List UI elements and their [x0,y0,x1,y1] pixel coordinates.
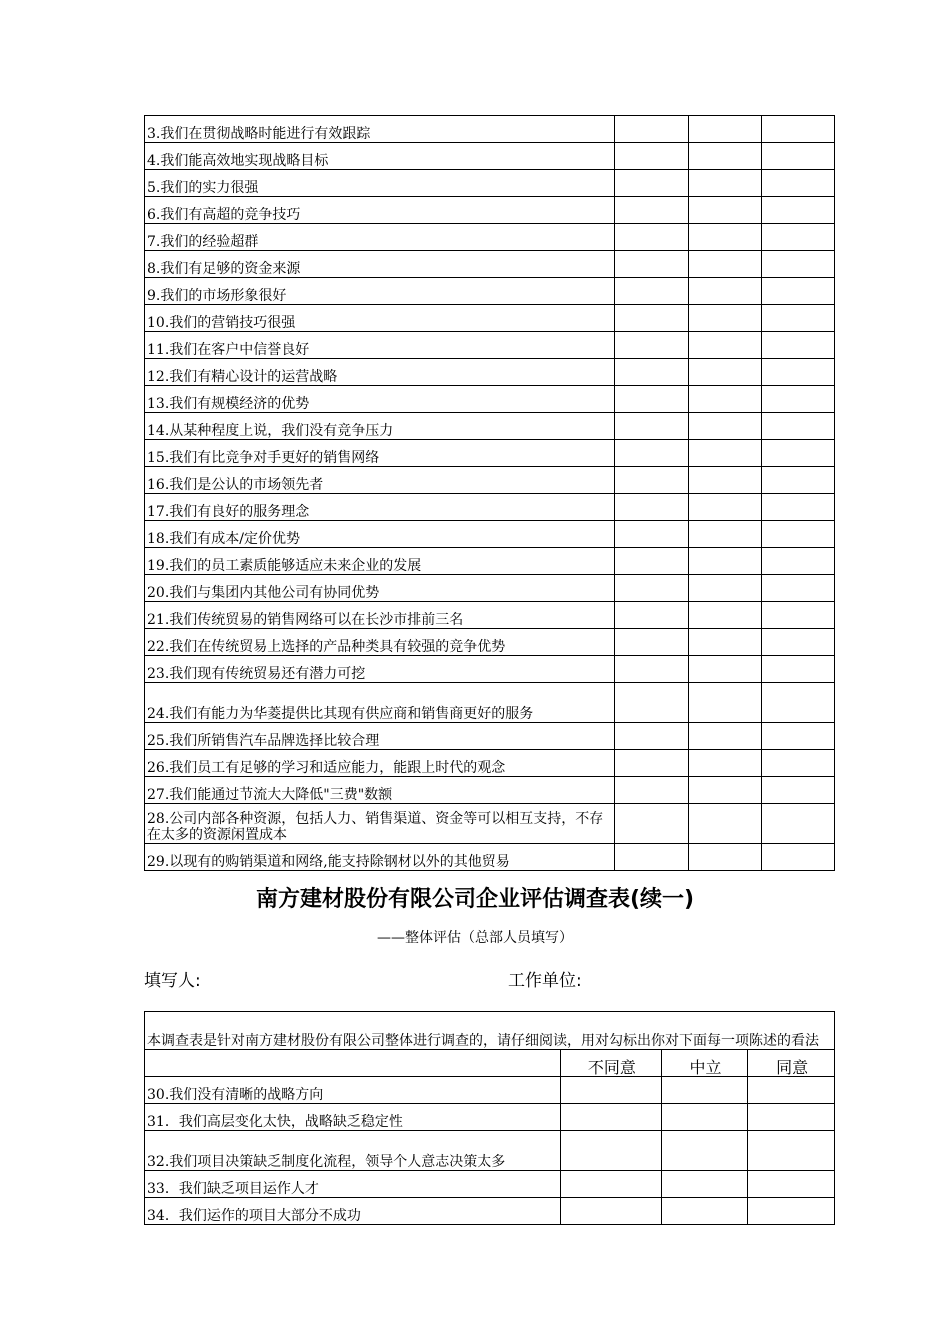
table-row [145,305,835,332]
rating-checkbox-cell[interactable] [761,750,834,777]
rating-checkbox-cell[interactable] [688,170,761,197]
rating-checkbox-cell[interactable] [615,170,688,197]
statement-cell: 4.我们能高效地实现战略目标 [145,143,615,170]
rating-checkbox-cell[interactable] [615,143,688,170]
rating-checkbox-cell[interactable] [761,224,834,251]
rating-checkbox-cell[interactable] [615,116,688,143]
rating-checkbox-cell[interactable] [688,804,761,844]
rating-checkbox-cell[interactable] [761,332,834,359]
rating-checkbox-cell[interactable] [688,332,761,359]
rating-checkbox-cell[interactable] [615,548,688,575]
rating-checkbox-cell[interactable] [761,305,834,332]
rating-checkbox-cell[interactable] [761,467,834,494]
rating-checkbox-cell[interactable] [761,548,834,575]
statement-cell: 7.我们的经验超群 [145,224,615,251]
rating-checkbox-cell[interactable] [761,116,834,143]
statement-cell: 21.我们传统贸易的销售网络可以在长沙市排前三名 [145,602,615,629]
statement-cell: 9.我们的市场形象很好 [145,278,615,305]
rating-checkbox-cell[interactable] [688,305,761,332]
rating-checkbox-cell[interactable] [615,521,688,548]
table-row [145,844,835,871]
rating-checkbox-cell[interactable] [748,1104,835,1131]
table-row [145,777,835,804]
rating-checkbox-cell[interactable] [761,413,834,440]
rating-checkbox-cell[interactable] [615,602,688,629]
table-row [145,1131,835,1171]
rating-checkbox-cell[interactable] [661,1131,748,1171]
rating-checkbox-cell[interactable] [748,1171,835,1198]
rating-checkbox-cell[interactable] [761,386,834,413]
rating-checkbox-cell[interactable] [761,521,834,548]
statement-cell: 22.我们在传统贸易上选择的产品种类具有较强的竞争优势 [145,629,615,656]
rating-checkbox-cell[interactable] [661,1104,748,1131]
rating-checkbox-cell[interactable] [615,723,688,750]
rating-checkbox-cell[interactable] [688,494,761,521]
rating-checkbox-cell[interactable] [615,467,688,494]
rating-checkbox-cell[interactable] [688,602,761,629]
section-subtitle: ——整体评估（总部人员填写） [377,930,573,946]
rating-checkbox-cell[interactable] [688,386,761,413]
rating-checkbox-cell[interactable] [688,521,761,548]
table-row [145,494,835,521]
statement-cell: 19.我们的员工素质能够适应未来企业的发展 [145,548,615,575]
rating-checkbox-cell[interactable] [615,494,688,521]
table-row [145,332,835,359]
header-neutral: 中立 [661,1050,748,1077]
statement-cell: 27.我们能通过节流大大降低"三费"数额 [145,777,615,804]
rating-checkbox-cell[interactable] [688,750,761,777]
rating-checkbox-cell[interactable] [688,440,761,467]
statement-cell: 5.我们的实力很强 [145,170,615,197]
rating-checkbox-cell[interactable] [615,440,688,467]
rating-checkbox-cell[interactable] [561,1104,662,1131]
table-row [145,521,835,548]
statement-cell: 3.我们在贯彻战略时能进行有效跟踪 [145,116,615,143]
rating-checkbox-cell[interactable] [615,197,688,224]
rating-checkbox-cell[interactable] [615,278,688,305]
rating-checkbox-cell[interactable] [615,844,688,871]
table-row [145,1077,835,1104]
rating-checkbox-cell[interactable] [615,804,688,844]
table-row [145,656,835,683]
statement-cell: 13.我们有规模经济的优势 [145,386,615,413]
table-row [145,575,835,602]
rating-checkbox-cell[interactable] [615,386,688,413]
statement-cell: 8.我们有足够的资金来源 [145,251,615,278]
rating-checkbox-cell[interactable] [688,777,761,804]
rating-checkbox-cell[interactable] [615,332,688,359]
rating-checkbox-cell[interactable] [761,777,834,804]
header-disagree: 不同意 [561,1050,662,1077]
statement-cell: 20.我们与集团内其他公司有协同优势 [145,575,615,602]
rating-checkbox-cell[interactable] [761,494,834,521]
rating-checkbox-cell[interactable] [748,1198,835,1225]
rating-checkbox-cell[interactable] [615,629,688,656]
rating-checkbox-cell[interactable] [615,683,688,723]
table-row [145,251,835,278]
rating-checkbox-cell[interactable] [688,575,761,602]
table-row [145,197,835,224]
rating-checkbox-cell[interactable] [615,656,688,683]
statement-cell: 31．我们高层变化太快，战略缺乏稳定性 [145,1104,561,1131]
table-row [145,170,835,197]
statement-cell: 32.我们项目决策缺乏制度化流程，领导个人意志决策太多 [145,1131,561,1171]
rating-checkbox-cell[interactable] [661,1198,748,1225]
rating-checkbox-cell[interactable] [761,170,834,197]
rating-checkbox-cell[interactable] [761,143,834,170]
statement-cell: 15.我们有比竞争对手更好的销售网络 [145,440,615,467]
rating-checkbox-cell[interactable] [688,143,761,170]
overall-assessment-table [144,1011,835,1225]
statement-cell: 29.以现有的购销渠道和网络,能支持除钢材以外的其他贸易 [145,844,615,871]
rating-checkbox-cell[interactable] [761,602,834,629]
rating-checkbox-cell[interactable] [688,683,761,723]
rating-checkbox-cell[interactable] [615,305,688,332]
section-title: 南方建材股份有限公司企业评估调查表(续一) [255,887,695,912]
table-row [145,386,835,413]
table-row [145,467,835,494]
rating-checkbox-cell[interactable] [615,575,688,602]
rating-checkbox-cell[interactable] [615,750,688,777]
statement-cell: 6.我们有高超的竞争技巧 [145,197,615,224]
statement-cell: 25.我们所销售汽车品牌选择比较合理 [145,723,615,750]
rating-checkbox-cell[interactable] [688,359,761,386]
rating-checkbox-cell[interactable] [688,224,761,251]
rating-checkbox-cell[interactable] [688,629,761,656]
rating-checkbox-cell[interactable] [615,251,688,278]
rating-checkbox-cell[interactable] [688,548,761,575]
rating-checkbox-cell[interactable] [761,278,834,305]
rating-checkbox-cell[interactable] [615,413,688,440]
statement-cell: 10.我们的营销技巧很强 [145,305,615,332]
rating-checkbox-cell[interactable] [748,1077,835,1104]
rating-checkbox-cell[interactable] [688,723,761,750]
statement-cell: 18.我们有成本/定价优势 [145,521,615,548]
rating-checkbox-cell[interactable] [688,251,761,278]
rating-checkbox-cell[interactable] [761,656,834,683]
survey-table-continued [144,115,835,871]
rating-checkbox-cell[interactable] [761,629,834,656]
rating-checkbox-cell[interactable] [688,844,761,871]
table-row [145,723,835,750]
rating-checkbox-cell[interactable] [761,723,834,750]
rating-checkbox-cell[interactable] [761,440,834,467]
header-agree: 同意 [748,1050,835,1077]
statement-cell: 16.我们是公认的市场领先者 [145,467,615,494]
table-row [145,413,835,440]
filler-label: 填写人: [144,971,201,991]
rating-checkbox-cell[interactable] [761,844,834,871]
rating-checkbox-cell[interactable] [761,197,834,224]
rating-checkbox-cell[interactable] [688,278,761,305]
rating-checkbox-cell[interactable] [688,116,761,143]
rating-checkbox-cell[interactable] [688,656,761,683]
statement-cell: 11.我们在客户中信誉良好 [145,332,615,359]
table-row [145,359,835,386]
table-row [145,1171,835,1198]
rating-checkbox-cell[interactable] [688,413,761,440]
statement-cell: 14.从某种程度上说，我们没有竞争压力 [145,413,615,440]
table-row [145,750,835,777]
statement-cell: 24.我们有能力为华菱提供比其现有供应商和销售商更好的服务 [145,683,615,723]
table-row [145,1198,835,1225]
work-unit-label: 工作单位: [508,971,582,991]
statement-cell: 12.我们有精心设计的运营战略 [145,359,615,386]
rating-checkbox-cell[interactable] [761,251,834,278]
rating-checkbox-cell[interactable] [748,1131,835,1171]
table-row [145,278,835,305]
statement-cell: 34．我们运作的项目大部分不成功 [145,1198,561,1225]
rating-checkbox-cell[interactable] [561,1198,662,1225]
table-row [145,143,835,170]
statement-cell: 17.我们有良好的服务理念 [145,494,615,521]
rating-checkbox-cell[interactable] [561,1077,662,1104]
table-row [145,602,835,629]
rating-checkbox-cell[interactable] [615,359,688,386]
table-row [145,116,835,143]
rating-checkbox-cell[interactable] [615,777,688,804]
statement-cell: 23.我们现有传统贸易还有潜力可挖 [145,656,615,683]
rating-checkbox-cell[interactable] [561,1171,662,1198]
header-blank-cell [145,1050,561,1077]
table-row [145,629,835,656]
rating-checkbox-cell[interactable] [761,804,834,844]
rating-checkbox-cell[interactable] [661,1171,748,1198]
statement-cell: 28.公司内部各种资源，包括人力、销售渠道、资金等可以相互支持，不存在太多的资源闲置成本 [145,804,615,844]
table-row [145,804,835,844]
rating-checkbox-cell[interactable] [761,575,834,602]
survey-instructions: 本调查表是针对南方建材股份有限公司整体进行调查的，请仔细阅读，用对勾标出你对下面每一项陈述的看法 [145,1012,835,1050]
table-row [145,1104,835,1131]
rating-checkbox-cell[interactable] [688,467,761,494]
table-row [145,683,835,723]
statement-cell: 30.我们没有清晰的战略方向 [145,1077,561,1104]
rating-checkbox-cell[interactable] [761,359,834,386]
table-row [145,440,835,467]
rating-checkbox-cell[interactable] [561,1131,662,1171]
table-row [145,548,835,575]
rating-checkbox-cell[interactable] [688,197,761,224]
statement-cell: 33．我们缺乏项目运作人才 [145,1171,561,1198]
rating-checkbox-cell[interactable] [661,1077,748,1104]
rating-checkbox-cell[interactable] [615,224,688,251]
statement-cell: 26.我们员工有足够的学习和适应能力，能跟上时代的观念 [145,750,615,777]
table-row [145,224,835,251]
rating-checkbox-cell[interactable] [761,683,834,723]
